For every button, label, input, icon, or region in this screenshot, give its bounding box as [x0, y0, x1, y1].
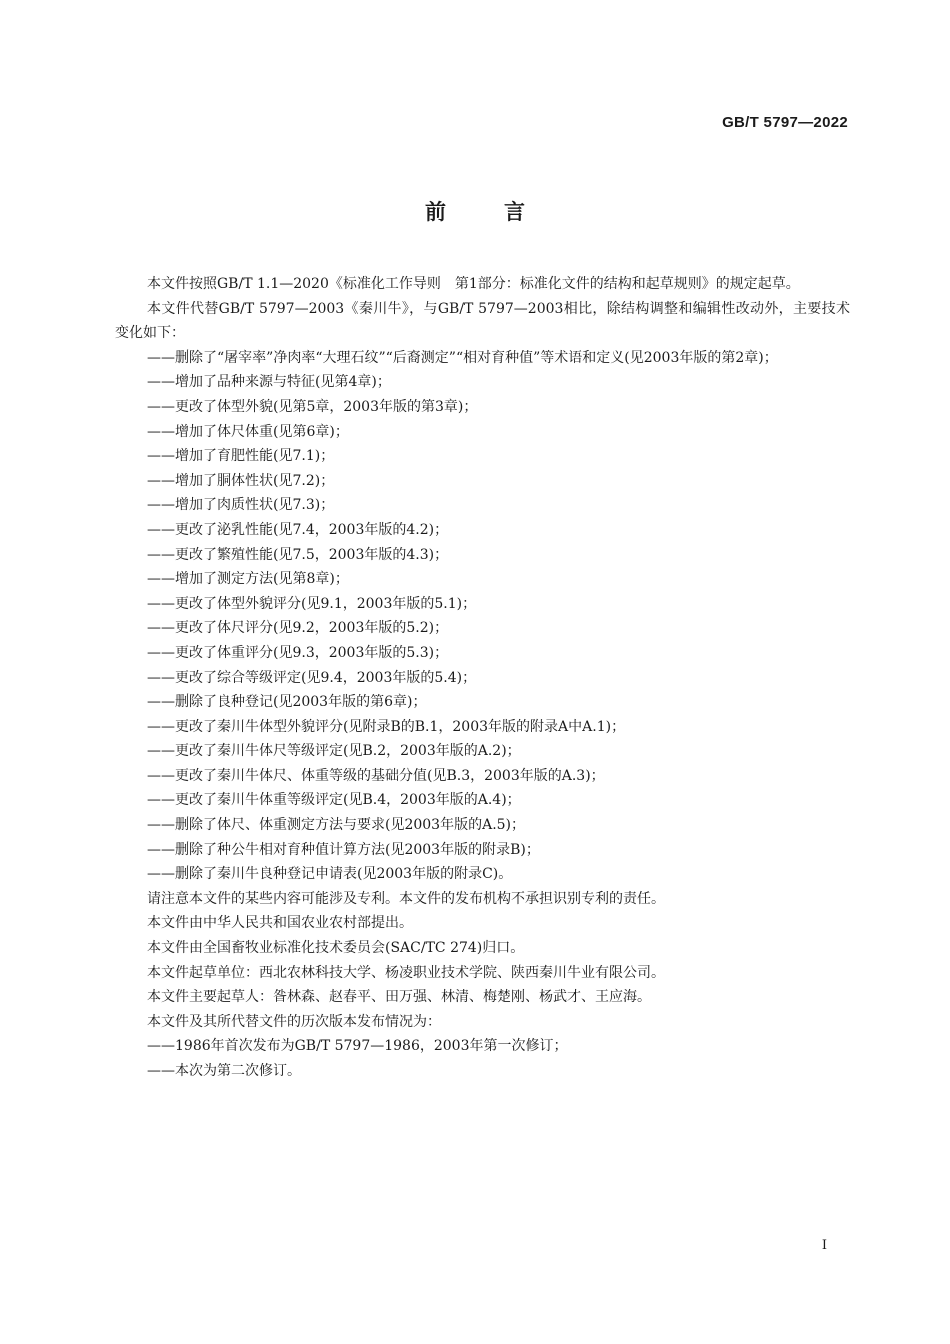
change-item: ——删除了秦川牛良种登记申请表(见2003年版的附录C)。 — [147, 866, 513, 883]
note-paragraph: 本文件由中华人民共和国农业农村部提出。 — [147, 915, 413, 932]
standard-number: GB/T 5797—2022 — [722, 114, 848, 131]
change-item: ——更改了秦川牛体重等级评定(见B.4，2003年版的A.4)； — [147, 792, 521, 809]
change-item: ——更改了体型外貌评分(见9.1，2003年版的5.1)； — [147, 595, 477, 612]
note-paragraph: 本文件主要起草人：昝林森、赵春平、田万强、林清、梅楚刚、杨武才、王应海。 — [147, 989, 651, 1006]
change-item: ——增加了品种来源与特征(见第4章)； — [147, 374, 391, 391]
page-title: 前言 — [425, 200, 583, 224]
change-item: ——删除了良种登记(见2003年版的第6章)； — [147, 694, 427, 711]
history-item: ——1986年首次发布为GB/T 5797—1986，2003年第一次修订； — [147, 1038, 568, 1055]
change-item: ——更改了泌乳性能(见7.4，2003年版的4.2)； — [147, 521, 449, 538]
change-item: ——删除了体尺、体重测定方法与要求(见2003年版的A.5)； — [147, 817, 526, 834]
change-item: ——更改了体重评分(见9.3，2003年版的5.3)； — [147, 644, 449, 661]
note-paragraph: 本文件由全国畜牧业标准化技术委员会(SAC/TC 274)归口。 — [147, 940, 525, 957]
change-item: ——删除了种公牛相对育种值计算方法(见2003年版的附录B)； — [147, 841, 540, 858]
change-item: ——更改了秦川牛体尺、体重等级的基础分值(见B.3，2003年版的A.3)； — [147, 767, 605, 784]
change-item: ——更改了繁殖性能(见7.5，2003年版的4.3)； — [147, 546, 449, 563]
page-number: I — [821, 1238, 827, 1253]
change-item: ——增加了测定方法(见第8章)； — [147, 571, 349, 588]
intro-paragraph: 本文件代替GB/T 5797—2003《秦川牛》，与GB/T 5797—2003相比，除结构调整和编辑性改动外，主要技术变化如下： — [115, 300, 850, 342]
change-item: ——增加了育肥性能(见7.1)； — [147, 448, 335, 465]
change-item: ——删除了“屠宰率”净肉率“大理石纹”“后裔测定”“相对育种值”等术语和定义(见2003年版的第2章)； — [147, 349, 778, 366]
history-item: ——本次为第二次修订。 — [147, 1063, 301, 1079]
note-paragraph: 本文件及其所代替文件的历次版本发布情况为： — [147, 1013, 441, 1030]
change-item: ——更改了体尺评分(见9.2，2003年版的5.2)； — [147, 620, 449, 637]
change-item: ——更改了秦川牛体尺等级评定(见B.2，2003年版的A.2)； — [147, 743, 521, 760]
note-paragraph: 本文件起草单位：西北农林科技大学、杨凌职业技术学院、陕西秦川牛业有限公司。 — [147, 964, 665, 981]
intro-paragraph: 本文件按照GB/T 1.1—2020《标准化工作导则 第1部分：标准化文件的结构和起草规则》的规定起草。 — [147, 276, 800, 292]
change-item: ——增加了体尺体重(见第6章)； — [147, 423, 349, 440]
change-item: ——增加了胴体性状(见7.2)； — [147, 472, 335, 489]
change-item: ——更改了秦川牛体型外貌评分(见附录B的B.1，2003年版的附录A中A.1)； — [147, 718, 626, 735]
change-item: ——更改了体型外貌(见第5章，2003年版的第3章)； — [147, 398, 478, 415]
change-item: ——增加了肉质性状(见7.3)； — [147, 497, 335, 514]
change-item: ——更改了综合等级评定(见9.4，2003年版的5.4)； — [147, 669, 477, 686]
preface-body — [115, 272, 850, 1084]
note-paragraph: 请注意本文件的某些内容可能涉及专利。本文件的发布机构不承担识别专利的责任。 — [147, 890, 665, 907]
